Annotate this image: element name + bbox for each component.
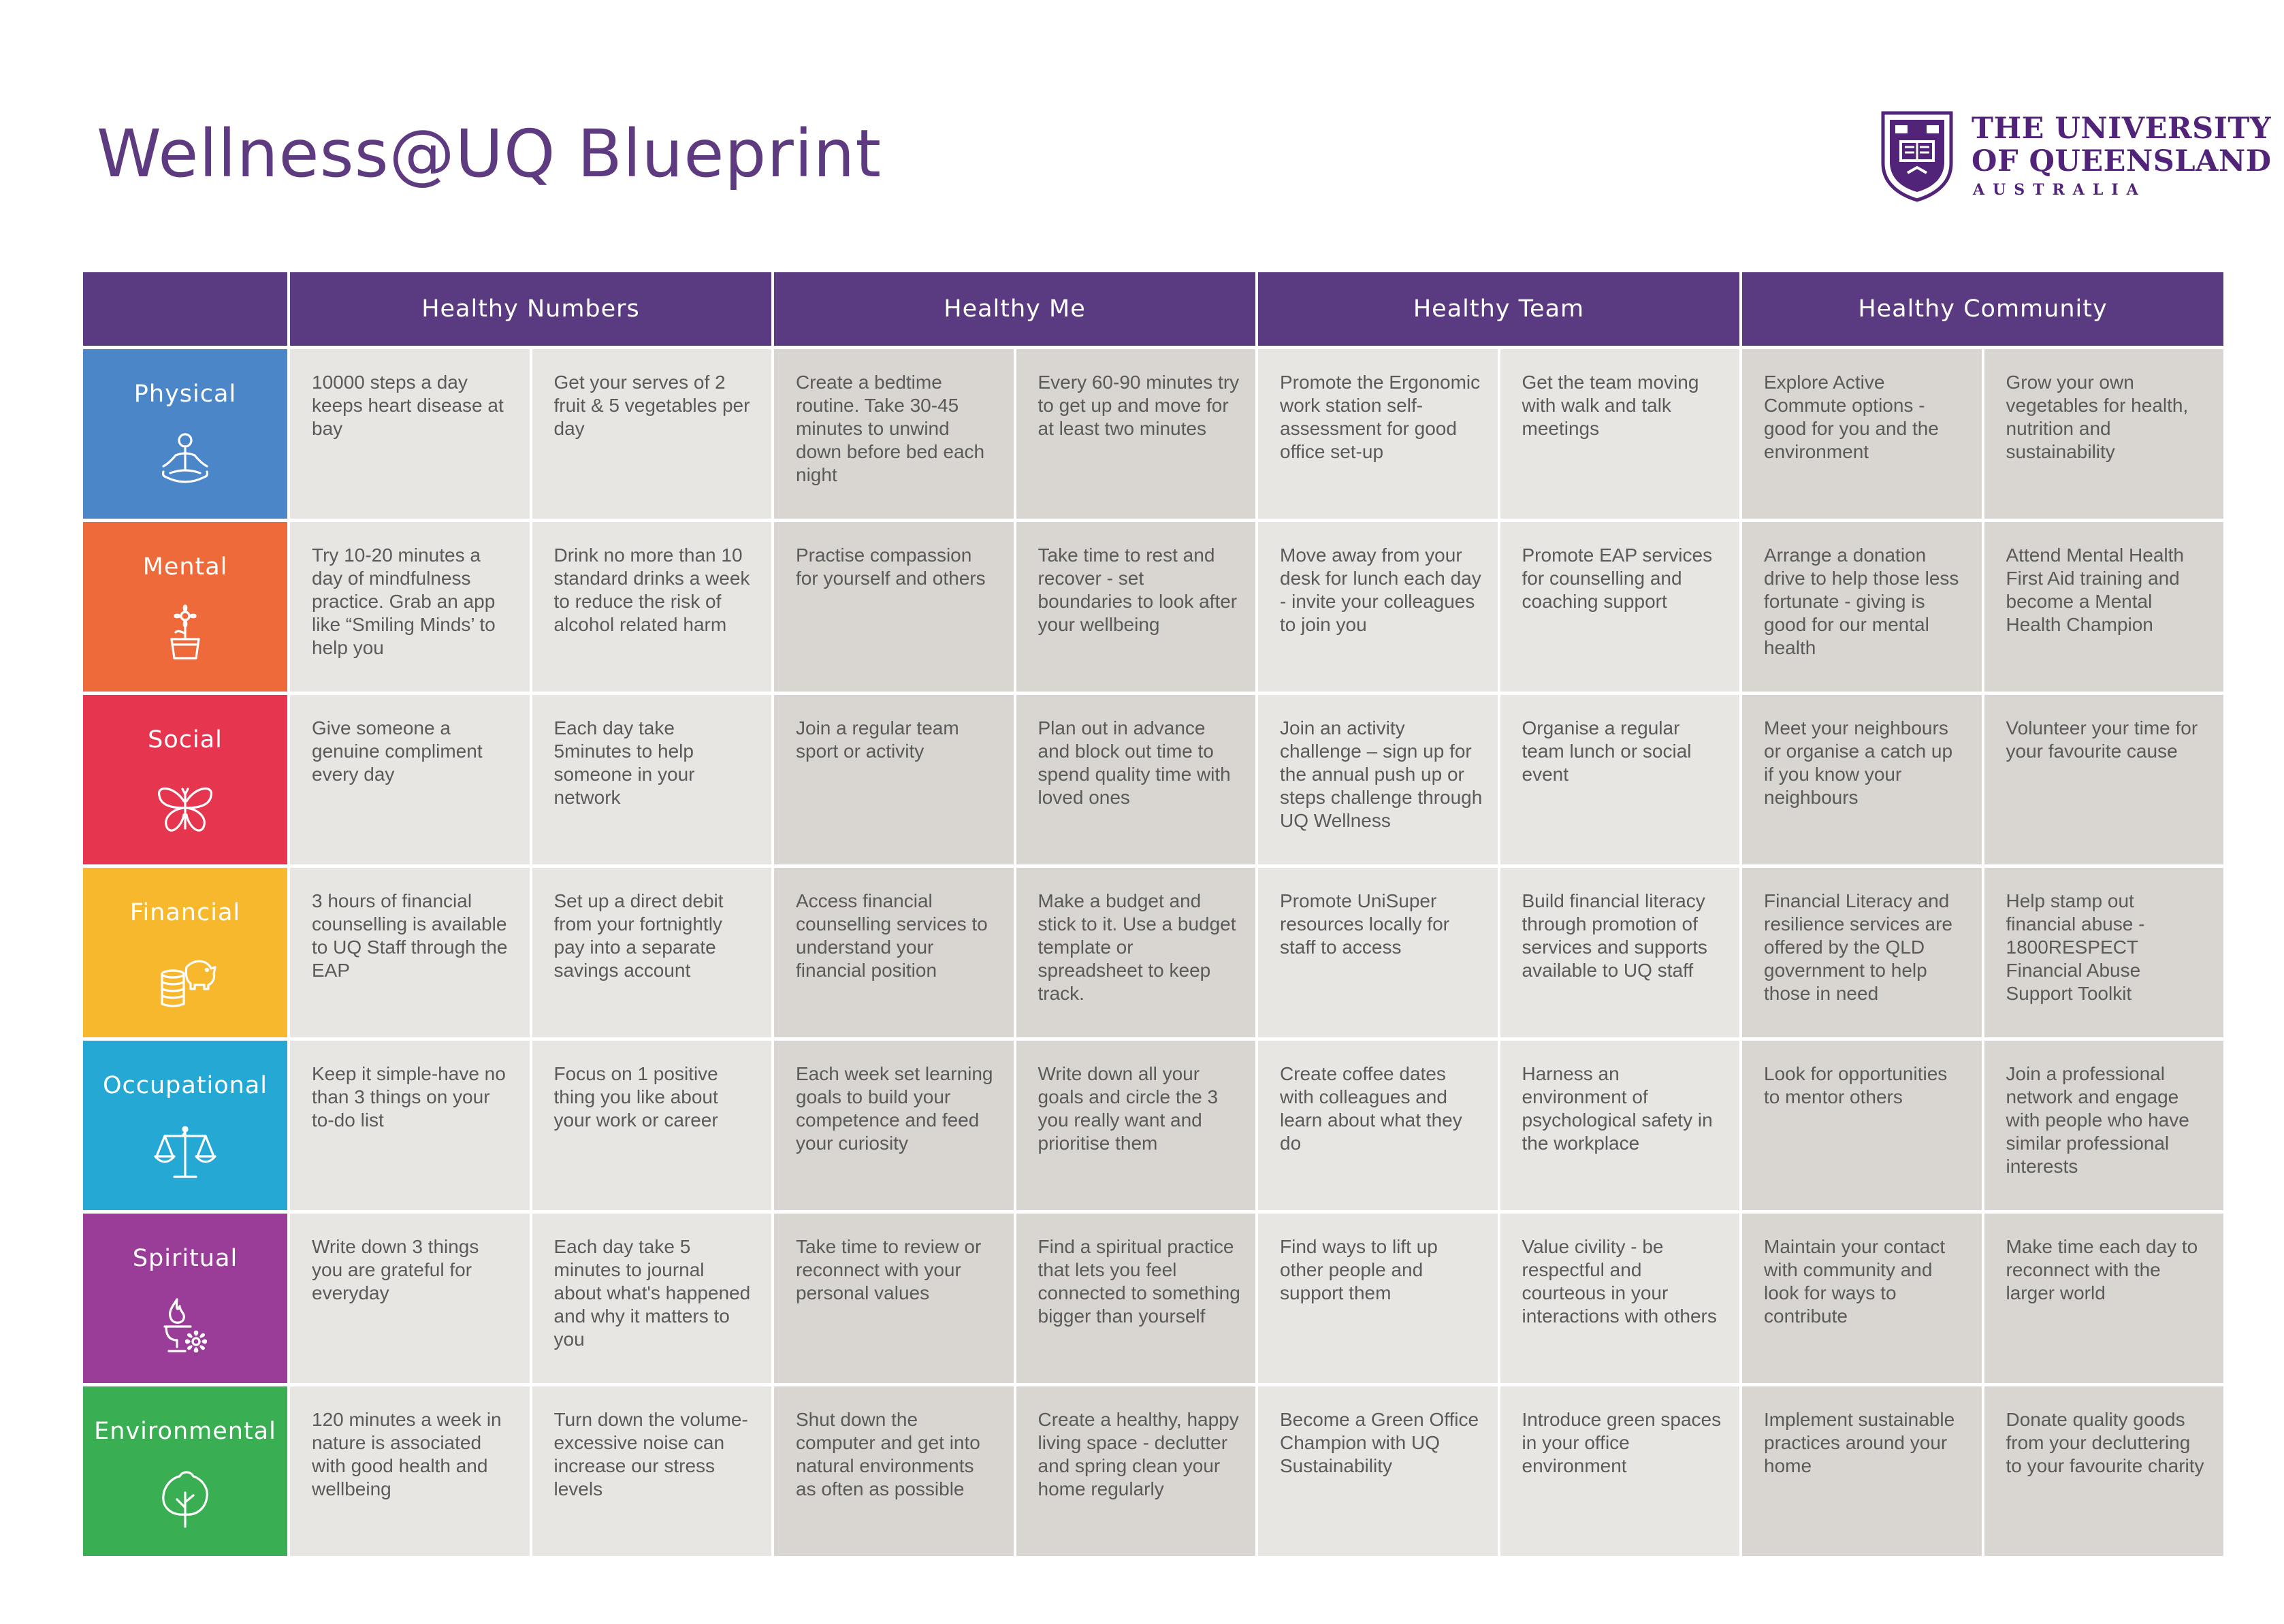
- category-label: Financial: [129, 899, 241, 926]
- page-title: Wellness@UQ Blueprint: [97, 116, 882, 192]
- tip-cell-occupational-5: Create coffee dates with colleagues and learn about what they do: [1258, 1041, 1498, 1210]
- tip-cell-mental-7: Arrange a donation drive to help those less fortunate - giving is good for our mental health: [1742, 522, 1982, 692]
- tip-cell-mental-3: Practise compassion for yourself and others: [774, 522, 1014, 692]
- tip-cell-physical-8: Grow your own vegetables for health, nutrition and sustainability: [1984, 349, 2224, 519]
- tip-cell-financial-4: Make a budget and stick to it. Use a budget template or spreadsheet to keep track.: [1016, 868, 1256, 1037]
- category-label: Physical: [133, 380, 237, 408]
- category-label: Occupational: [102, 1072, 268, 1099]
- tip-cell-occupational-7: Look for opportunities to mentor others: [1742, 1041, 1982, 1210]
- tip-cell-spiritual-6: Value civility - be respectful and courteous in your interactions with others: [1500, 1214, 1740, 1383]
- tree-icon: [151, 1465, 219, 1533]
- tip-cell-occupational-1: Keep it simple-have no than 3 things on your to-do list: [290, 1041, 530, 1210]
- tip-cell-physical-5: Promote the Ergonomic work station self-assessment for good office set-up: [1258, 349, 1498, 519]
- header-healthy-me: Healthy Me: [774, 272, 1255, 346]
- university-logo: [1880, 110, 2272, 206]
- potted-flower-icon: [151, 601, 219, 669]
- tip-cell-financial-6: Build financial literacy through promotion of services and supports available to UQ staff: [1500, 868, 1740, 1037]
- tip-cell-spiritual-8: Make time each day to reconnect with the larger world: [1984, 1214, 2224, 1383]
- tip-cell-financial-3: Access financial counselling services to understand your financial position: [774, 868, 1014, 1037]
- tip-cell-financial-5: Promote UniSuper resources locally for staff to access: [1258, 868, 1498, 1037]
- category-social: [83, 695, 287, 864]
- tip-cell-physical-1: 10000 steps a day keeps heart disease at bay: [290, 349, 530, 519]
- tip-cell-occupational-8: Join a professional network and engage with people who have similar professional interests: [1984, 1041, 2224, 1210]
- tip-cell-environmental-5: Become a Green Office Champion with UQ Sustainability: [1258, 1386, 1498, 1556]
- category-mental: [83, 522, 287, 692]
- category-occupational: [83, 1041, 287, 1210]
- logo-line-2: OF QUEENSLAND: [1972, 144, 2272, 178]
- tip-cell-social-1: Give someone a genuine compliment every day: [290, 695, 530, 864]
- category-label: Environmental: [94, 1418, 276, 1445]
- category-label: Social: [148, 726, 223, 753]
- table-corner: [83, 272, 287, 346]
- category-spiritual: [83, 1214, 287, 1383]
- tip-cell-physical-4: Every 60-90 minutes try to get up and move for at least two minutes: [1016, 349, 1256, 519]
- tip-cell-social-3: Join a regular team sport or activity: [774, 695, 1014, 864]
- tip-cell-mental-6: Promote EAP services for counselling and coaching support: [1500, 522, 1740, 692]
- tip-cell-environmental-2: Turn down the volume- excessive noise can increase our stress levels: [532, 1386, 772, 1556]
- butterfly-icon: [151, 774, 219, 842]
- category-label: Mental: [142, 553, 228, 581]
- blueprint-table: [83, 272, 2219, 1563]
- tip-cell-social-8: Volunteer your time for your favourite cause: [1984, 695, 2224, 864]
- tip-cell-mental-2: Drink no more than 10 standard drinks a week to reduce the risk of alcohol related harm: [532, 522, 772, 692]
- tip-cell-social-5: Join an activity challenge – sign up for the annual push up or steps challenge through UQ Wellness: [1258, 695, 1498, 864]
- tip-cell-environmental-6: Introduce green spaces in your office environment: [1500, 1386, 1740, 1556]
- tip-cell-financial-2: Set up a direct debit from your fortnightly pay into a separate savings account: [532, 868, 772, 1037]
- university-crest-icon: [1880, 110, 1954, 203]
- header-healthy-community: Healthy Community: [1742, 272, 2223, 346]
- tip-cell-occupational-6: Harness an environment of psychological safety in the workplace: [1500, 1041, 1740, 1210]
- tip-cell-spiritual-4: Find a spiritual practice that lets you feel connected to something bigger than yourself: [1016, 1214, 1256, 1383]
- tip-cell-social-4: Plan out in advance and block out time to spend quality time with loved ones: [1016, 695, 1256, 864]
- tip-cell-physical-3: Create a bedtime routine. Take 30-45 minutes to unwind down before bed each night: [774, 349, 1014, 519]
- tip-cell-spiritual-2: Each day take 5 minutes to journal about what's happened and why it matters to you: [532, 1214, 772, 1383]
- tip-cell-social-7: Meet your neighbours or organise a catch up if you know your neighbours: [1742, 695, 1982, 864]
- tip-cell-mental-4: Take time to rest and recover - set boundaries to look after your wellbeing: [1016, 522, 1256, 692]
- tip-cell-financial-8: Help stamp out financial abuse - 1800RESPECT Financial Abuse Support Toolkit: [1984, 868, 2224, 1037]
- tip-cell-spiritual-5: Find ways to lift up other people and support them: [1258, 1214, 1498, 1383]
- logo-line-3: AUSTRALIA: [1973, 181, 2146, 199]
- category-environmental: [83, 1386, 287, 1556]
- tip-cell-mental-1: Try 10-20 minutes a day of mindfulness practice. Grab an app like “Smiling Minds’ to help you: [290, 522, 530, 692]
- meditation-person-icon: [151, 428, 219, 496]
- tip-cell-spiritual-3: Take time to review or reconnect with your personal values: [774, 1214, 1014, 1383]
- tip-cell-environmental-1: 120 minutes a week in nature is associated with good health and wellbeing: [290, 1386, 530, 1556]
- tip-cell-occupational-4: Write down all your goals and circle the 3 you really want and prioritise them: [1016, 1041, 1256, 1210]
- tip-cell-environmental-7: Implement sustainable practices around your home: [1742, 1386, 1982, 1556]
- tip-cell-social-6: Organise a regular team lunch or social event: [1500, 695, 1740, 864]
- tip-cell-financial-7: Financial Literacy and resilience services are offered by the QLD government to help those in need: [1742, 868, 1982, 1037]
- tip-cell-physical-6: Get the team moving with walk and talk meetings: [1500, 349, 1740, 519]
- piggy-bank-coins-icon: [151, 947, 219, 1015]
- tip-cell-occupational-2: Focus on 1 positive thing you like about your work or career: [532, 1041, 772, 1210]
- tip-cell-financial-1: 3 hours of financial counselling is available to UQ Staff through the EAP: [290, 868, 530, 1037]
- tip-cell-environmental-4: Create a healthy, happy living space - declutter and spring clean your home regularly: [1016, 1386, 1256, 1556]
- tip-cell-physical-2: Get your serves of 2 fruit & 5 vegetables per day: [532, 349, 772, 519]
- header-healthy-numbers: Healthy Numbers: [290, 272, 771, 346]
- tip-cell-occupational-3: Each week set learning goals to build your competence and feed your curiosity: [774, 1041, 1014, 1210]
- header-healthy-team: Healthy Team: [1258, 272, 1739, 346]
- tip-cell-mental-5: Move away from your desk for lunch each day - invite your colleagues to join you: [1258, 522, 1498, 692]
- category-financial: [83, 868, 287, 1037]
- candle-flame-flower-icon: [151, 1293, 219, 1361]
- tip-cell-social-2: Each day take 5minutes to help someone in your network: [532, 695, 772, 864]
- logo-line-1: THE UNIVERSITY: [1972, 112, 2272, 146]
- balance-scale-icon: [151, 1120, 219, 1188]
- tip-cell-environmental-3: Shut down the computer and get into natural environments as often as possible: [774, 1386, 1014, 1556]
- tip-cell-mental-8: Attend Mental Health First Aid training and become a Mental Health Champion: [1984, 522, 2224, 692]
- tip-cell-spiritual-7: Maintain your contact with community and look for ways to contribute: [1742, 1214, 1982, 1383]
- category-label: Spiritual: [132, 1245, 238, 1272]
- tip-cell-spiritual-1: Write down 3 things you are grateful for everyday: [290, 1214, 530, 1383]
- category-physical: [83, 349, 287, 519]
- tip-cell-physical-7: Explore Active Commute options - good for you and the environment: [1742, 349, 1982, 519]
- tip-cell-environmental-8: Donate quality goods from your decluttering to your favourite charity: [1984, 1386, 2224, 1556]
